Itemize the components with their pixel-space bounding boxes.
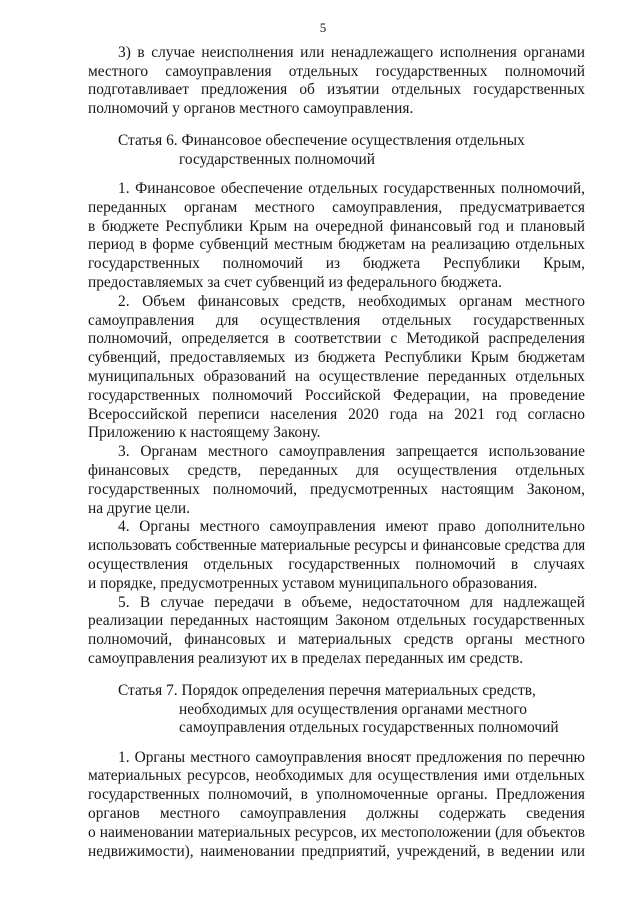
text-line: 1. Финансовое обеспечение отдельных государственных полномочий, [118,180,585,198]
page-number: 5 [319,20,327,35]
heading-line: Статья 6. Финансовое обеспечение осуществления отдельных [118,131,525,149]
text-line: 5. В случае передачи в объеме, недостаточном для надлежащей [118,593,585,611]
heading-line: Статья 7. Порядок определения перечня материальных средств, [118,681,536,699]
text-line: недвижимости), наименовании предприятий, учреждений, в ведении или [88,842,585,860]
text-line: осуществления отдельных государственных полномочий в случаях [88,556,585,574]
article-7-heading [88,682,585,738]
text-line: государственных полномочий из бюджета Республики Крым, [88,255,585,273]
text-line: реализации переданных настоящим Законом отдельных государственных [88,612,585,630]
document-body [88,44,585,862]
text-line: субвенций, предоставляемых из бюджета Республики Крым бюджетам [88,349,585,367]
text-line: 3. Органам местного самоуправления запрещается использование [118,443,585,461]
text-line: на другие цели. [88,499,190,517]
article-7-item-1 [88,749,585,862]
article-6-item-5 [88,594,585,669]
article-7 [88,682,585,862]
text-line: государственных полномочий Российской Федерации, на проведение [88,386,585,404]
text-line: 3) в случае неисполнения или ненадлежащего исполнения органами [118,43,585,61]
article-6-item-1 [88,180,585,293]
text-line: Всероссийской переписи населения 2020 года на 2021 год согласно [88,405,585,423]
article-6-item-4 [88,518,585,593]
article-6-item-3 [88,443,585,518]
heading-line: самоуправления отдельных государственных полномочий [179,719,559,737]
text-line: переданных органам местного самоуправления, предусматривается [88,198,585,216]
article-6-item-2 [88,293,585,443]
text-line: подготавливает предложения об изъятии отдельных государственных [88,81,585,99]
heading-line: необходимых для осуществления органами местного [179,700,527,718]
text-line: самоуправления для осуществления отдельных государственных [88,311,585,329]
text-line: о наименовании материальных ресурсов, их местоположении (для объектов [88,823,585,841]
text-line: полномочий, определяется в соответствии с Методикой распределения [88,330,585,348]
text-line: 4. Органы местного самоуправления имеют право дополнительно [118,518,585,536]
text-line: период в форме субвенций местным бюджетам на реализацию отдельных [88,236,585,254]
text-line: предоставляемых за счет субвенций из федерального бюджета. [88,274,502,292]
heading-line: государственных полномочий [179,150,375,168]
text-line: Приложению к настоящему Закону. [88,424,321,442]
text-line: муниципальных образований на осуществление переданных отдельных [88,368,585,386]
text-line: использовать собственные материальные ресурсы и финансовые средства для [88,537,585,555]
text-line: государственных полномочий, в уполномоченные органы. Предложения [88,786,585,804]
article-6 [88,132,585,669]
article-6-heading [88,132,585,170]
text-line: 1. Органы местного самоуправления вносят предложения по перечню [118,748,585,766]
text-line: полномочий у органов местного самоуправления. [88,100,414,118]
text-line: материальных ресурсов, необходимых для осуществления ими отдельных [88,767,585,785]
preceding-item-3 [88,44,585,119]
text-line: 2. Объем финансовых средств, необходимых органам местного [118,292,585,310]
text-line: финансовых средств, переданных для осуществления отдельных [88,462,585,480]
text-line: полномочий, финансовых и материальных средств органы местного [88,631,585,649]
text-line: местного самоуправления отдельных государственных полномочий [88,62,585,80]
text-line: в бюджете Республики Крым на очередной финансовый год и плановый [88,217,585,235]
text-line: государственных полномочий, предусмотренных настоящим Законом, [88,480,585,498]
text-line: и порядке, предусмотренных уставом муниципального образования. [88,574,538,592]
text-line: органов местного самоуправления должны содержать сведения [88,805,585,823]
text-line: самоуправления реализуют их в пределах переданных им средств. [88,650,524,667]
